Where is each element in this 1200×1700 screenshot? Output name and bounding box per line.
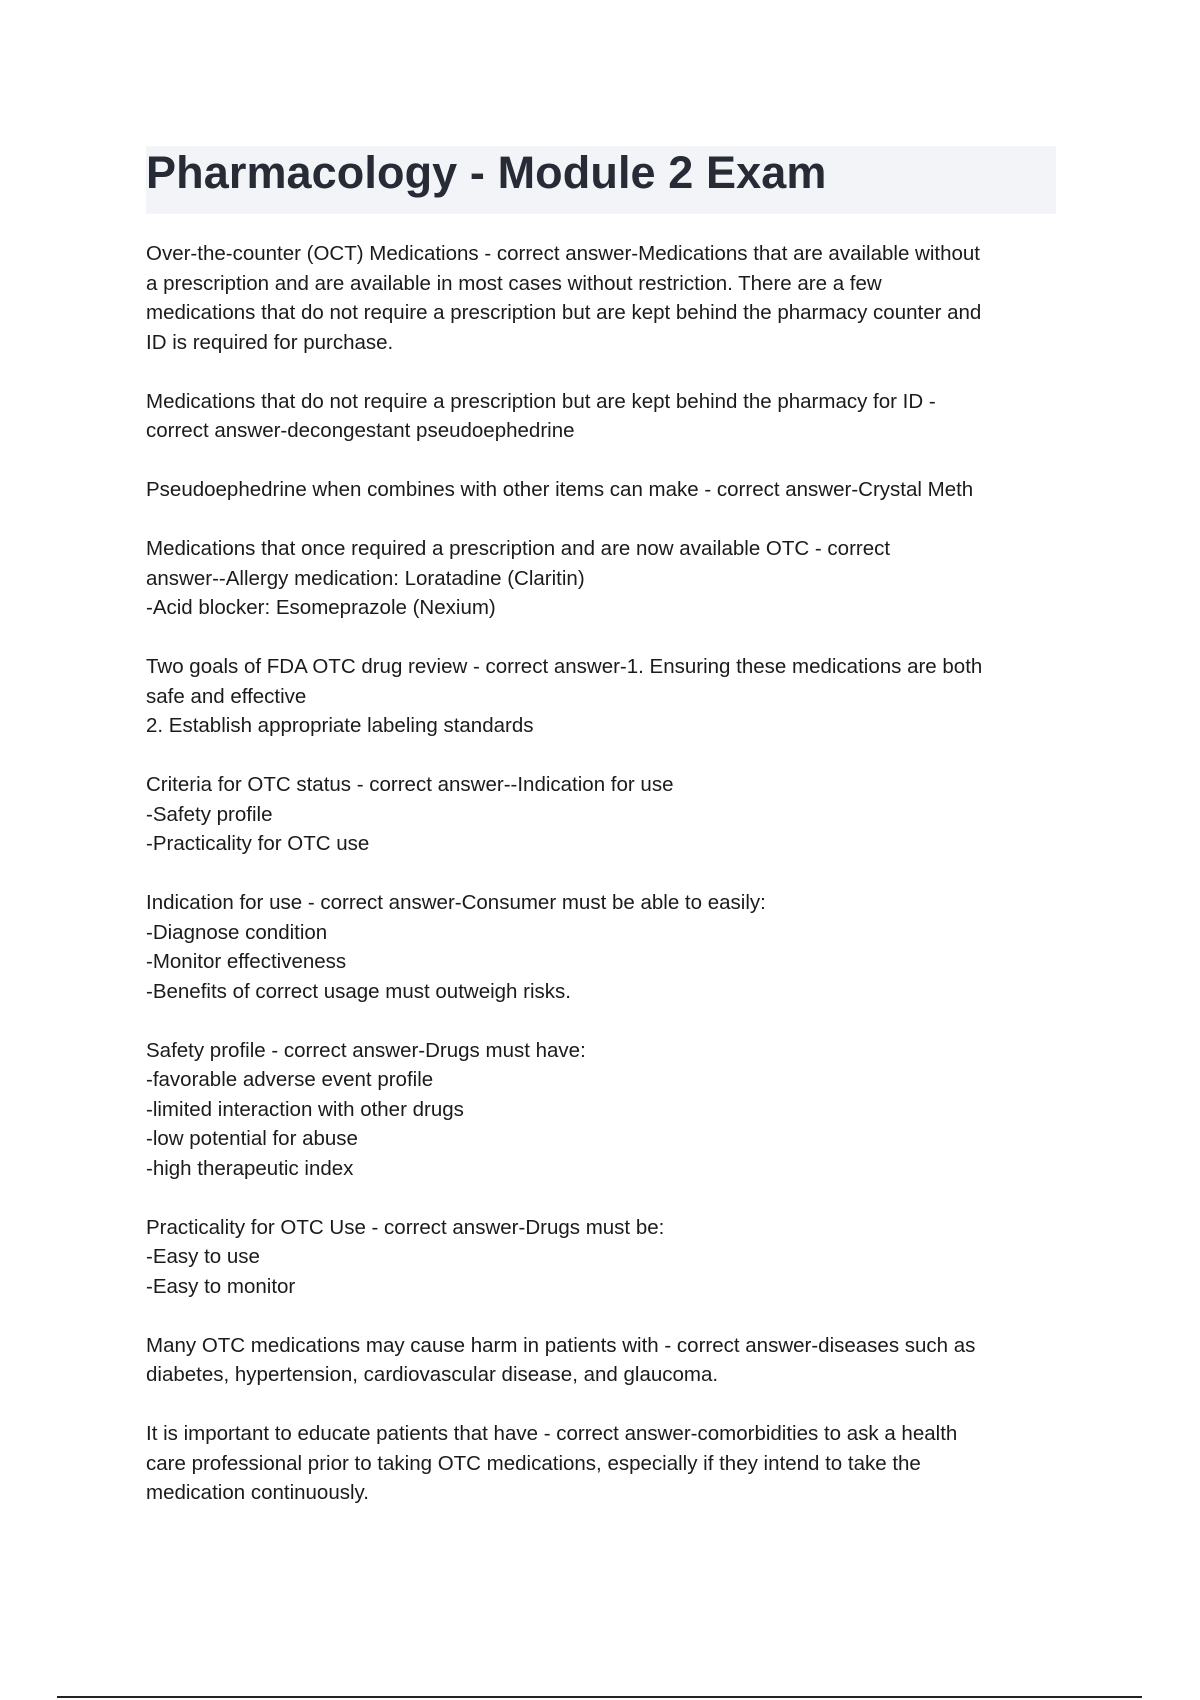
qa-entry-line: a prescription and are available in most cases without restriction. There are a few <box>146 271 882 295</box>
qa-entry-line: -favorable adverse event profile <box>146 1068 434 1091</box>
qa-entry-line: -Easy to use <box>146 1245 260 1268</box>
qa-entry-line: correct answer-decongestant pseudoephedrine <box>146 419 575 442</box>
qa-entry-line: It is important to educate patients that have - correct answer-comorbidities to ask a health <box>146 1422 958 1445</box>
qa-entry-line: -Benefits of correct usage must outweigh risks. <box>146 979 571 1003</box>
page-title: Pharmacology - Module 2 Exam <box>146 147 827 198</box>
footer-divider <box>57 1696 1142 1698</box>
qa-entry-line: -Diagnose condition <box>146 920 328 944</box>
qa-entry-line: medications that do not require a prescription but are kept behind the pharmacy counter and <box>146 301 982 324</box>
qa-entry-line: -low potential for abuse <box>146 1127 358 1150</box>
qa-entry-line: -high therapeutic index <box>146 1156 354 1180</box>
qa-entry-line: Criteria for OTC status - correct answer--Indication for use <box>146 773 674 796</box>
qa-entry-line: answer--Allergy medication: Loratadine (Claritin) <box>146 566 585 590</box>
qa-entry <box>146 387 1061 446</box>
qa-entry-line: -Practicality for OTC use <box>146 832 370 855</box>
qa-entry-line: Medications that do not require a prescription but are kept behind the pharmacy for ID - <box>146 389 936 413</box>
qa-entry-line: Over-the-counter (OCT) Medications - correct answer-Medications that are available without <box>146 242 980 265</box>
qa-entry-line: safe and effective <box>146 684 307 708</box>
qa-entry <box>146 1036 1061 1184</box>
qa-entry-line: medication continuously. <box>146 1481 369 1504</box>
document-body <box>146 239 1061 1537</box>
qa-entry-line: Two goals of FDA OTC drug review - correct answer-1. Ensuring these medications are both <box>146 655 983 678</box>
qa-entry <box>146 1331 1061 1390</box>
qa-entry-line: Safety profile - correct answer-Drugs must have: <box>146 1038 586 1062</box>
qa-entry-line: -Safety profile <box>146 802 273 826</box>
qa-entry-line: Pseudoephedrine when combines with other items can make - correct answer-Crystal Meth <box>146 478 974 501</box>
qa-entry <box>146 534 1061 623</box>
qa-entry-line: Medications that once required a prescription and are now available OTC - correct <box>146 537 891 560</box>
qa-entry <box>146 1213 1061 1302</box>
qa-entry <box>146 770 1061 859</box>
qa-entry-line: diabetes, hypertension, cardiovascular disease, and glaucoma. <box>146 1363 719 1386</box>
qa-entry-line: ID is required for purchase. <box>146 330 394 354</box>
qa-entry-line: Practicality for OTC Use - correct answer-Drugs must be: <box>146 1215 665 1239</box>
qa-entry-line: care professional prior to taking OTC medications, especially if they intend to take the <box>146 1451 921 1475</box>
qa-entry-line: Indication for use - correct answer-Consumer must be able to easily: <box>146 891 766 914</box>
qa-entry-line: -limited interaction with other drugs <box>146 1097 464 1121</box>
qa-entry <box>146 652 1061 741</box>
qa-entry-line: 2. Establish appropriate labeling standards <box>146 714 534 737</box>
qa-entry <box>146 1419 1061 1508</box>
qa-entry-line: Many OTC medications may cause harm in patients with - correct answer-diseases such as <box>146 1333 976 1357</box>
qa-entry <box>146 475 1061 505</box>
qa-entry-line: -Acid blocker: Esomeprazole (Nexium) <box>146 596 496 619</box>
qa-entry <box>146 888 1061 1006</box>
qa-entry-line: -Easy to monitor <box>146 1274 296 1298</box>
qa-entry-line: -Monitor effectiveness <box>146 950 347 973</box>
qa-entry <box>146 239 1061 357</box>
